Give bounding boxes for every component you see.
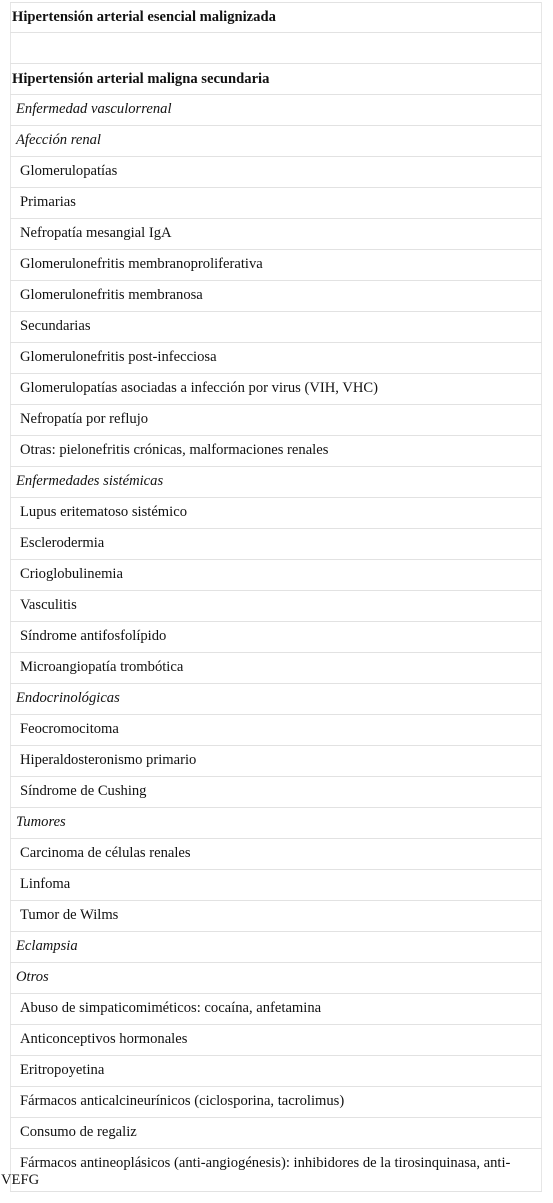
table-cell: Primarias	[20, 194, 76, 210]
table-row	[11, 498, 542, 529]
table-cell: Feocromocitoma	[20, 721, 119, 737]
table-row	[11, 405, 542, 436]
table-cell: Síndrome antifosfolípido	[20, 628, 167, 644]
table-cell: Tumores	[16, 814, 66, 830]
table-cell: Eritropoyetina	[20, 1062, 105, 1078]
table-row	[11, 746, 542, 777]
table-row	[11, 343, 542, 374]
table-cell: Carcinoma de células renales	[20, 845, 191, 861]
table-row	[11, 188, 542, 219]
table-row	[11, 963, 542, 994]
table-row	[11, 3, 542, 33]
table-row	[11, 436, 542, 467]
table-row	[11, 901, 542, 932]
table-cell: Hiperaldosteronismo primario	[20, 752, 197, 768]
table-cell: Glomerulopatías asociadas a infección por virus (VIH, VHC)	[20, 380, 378, 396]
table-row	[11, 374, 542, 405]
table-cell: Secundarias	[20, 318, 91, 334]
table-row	[11, 994, 542, 1025]
table-cell	[11, 33, 541, 39]
table-row	[11, 1118, 542, 1149]
table-cell: Vasculitis	[20, 597, 77, 613]
table-cell: Otros	[16, 969, 49, 985]
table-cell: Glomerulonefritis membranosa	[20, 287, 203, 303]
table-row	[11, 684, 542, 715]
table-cell: Nefropatía por reflujo	[20, 411, 149, 427]
table-cell: Consumo de regaliz	[20, 1124, 137, 1140]
table-cell: Endocrinológicas	[16, 690, 120, 706]
table-cell: Glomerulonefritis post-infecciosa	[20, 349, 217, 365]
table-row	[11, 126, 542, 157]
table-cell: Glomerulonefritis membranoproliferativa	[20, 256, 263, 272]
table-row	[11, 1149, 542, 1192]
table-row	[11, 622, 542, 653]
table-row	[11, 157, 542, 188]
table-cell: Hipertensión arterial esencial malignizada	[12, 9, 276, 25]
table-cell: Esclerodermia	[20, 535, 105, 551]
table-cell: Afección renal	[16, 132, 101, 148]
table-cell: Enfermedades sistémicas	[16, 473, 164, 489]
table-cell: Crioglobulinemia	[20, 566, 123, 582]
table-cell: Abuso de simpaticomiméticos: cocaína, anfetamina	[20, 1000, 322, 1016]
table-row	[11, 777, 542, 808]
table-cell: Fármacos antineoplásicos (anti-angiogénesis): inhibidores de la tirosinquinasa, anti-VEFG	[1, 1155, 511, 1188]
table-row	[11, 1087, 542, 1118]
table-row	[11, 560, 542, 591]
table-row	[11, 529, 542, 560]
table-row	[11, 653, 542, 684]
table-row	[11, 808, 542, 839]
table-row	[11, 591, 542, 622]
table-cell: Glomerulopatías	[20, 163, 118, 179]
table-cell: Lupus eritematoso sistémico	[20, 504, 187, 520]
table-row	[11, 839, 542, 870]
table-cell: Anticonceptivos hormonales	[20, 1031, 188, 1047]
table-row	[11, 312, 542, 343]
table-row	[11, 95, 542, 126]
table-row	[11, 281, 542, 312]
table-row	[11, 219, 542, 250]
table-cell: Nefropatía mesangial IgA	[20, 225, 172, 241]
table-cell: Otras: pielonefritis crónicas, malformaciones renales	[20, 442, 329, 458]
table-cell: Enfermedad vasculorrenal	[16, 101, 172, 117]
table-cell: Eclampsia	[16, 938, 78, 954]
table-cell: Hipertensión arterial maligna secundaria	[12, 71, 270, 87]
table-row	[11, 870, 542, 901]
table-cell: Tumor de Wilms	[20, 907, 119, 923]
causes-table	[1, 2, 542, 1192]
table-row	[11, 715, 542, 746]
table-row	[11, 467, 542, 498]
table-row	[11, 250, 542, 281]
table-row	[11, 33, 542, 64]
table-row	[11, 64, 542, 95]
table-cell: Microangiopatía trombótica	[20, 659, 184, 675]
table-row	[11, 1025, 542, 1056]
table-row	[11, 1056, 542, 1087]
table-row	[11, 932, 542, 963]
table-cell: Linfoma	[20, 876, 71, 892]
table-cell: Síndrome de Cushing	[20, 783, 147, 799]
table-cell: Fármacos anticalcineurínicos (ciclosporina, tacrolimus)	[20, 1093, 345, 1109]
